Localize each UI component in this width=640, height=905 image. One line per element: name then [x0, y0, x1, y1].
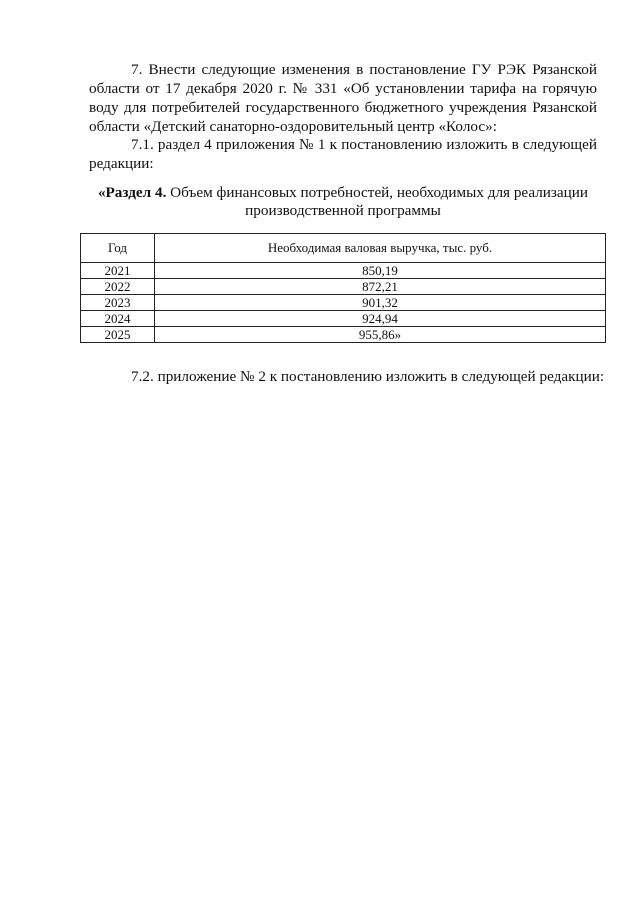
table-row	[81, 311, 606, 327]
table-row	[81, 327, 606, 343]
financial-needs-table	[80, 233, 606, 343]
cell-revenue: 955,86»	[155, 327, 606, 343]
paragraph-7-2: 7.2. приложение № 2 к постановлению изложить в следующей редакции:	[131, 368, 605, 385]
table-row	[81, 279, 606, 295]
table-row	[81, 295, 606, 311]
cell-year: 2023	[81, 295, 155, 311]
cell-revenue: 924,94	[155, 311, 606, 327]
cell-year: 2025	[81, 327, 155, 343]
header-year: Год	[81, 234, 155, 263]
cell-year: 2021	[81, 263, 155, 279]
cell-revenue: 901,32	[155, 295, 606, 311]
paragraph-7: 7. Внести следующие изменения в постановление ГУ РЭК Рязанской области от 17 декабря 2020 г. № 331 «Об установлении тарифа на горячую воду для потребителей государственного бюджетного учреждения Рязанской области «Детский санаторно-оздоровительный центр «Колос»:	[89, 61, 597, 135]
cell-year: 2022	[81, 279, 155, 295]
table-header-row	[81, 234, 606, 263]
cell-revenue: 872,21	[155, 279, 606, 295]
section-title-rest: Объем финансовых потребностей, необходимых для реализации производственной программы	[166, 184, 589, 219]
header-revenue: Необходимая валовая выручка, тыс. руб.	[155, 234, 606, 263]
cell-year: 2024	[81, 311, 155, 327]
section-4-title	[89, 184, 597, 220]
paragraph-7-1: 7.1. раздел 4 приложения № 1 к постановлению изложить в следующей редакции:	[89, 136, 597, 172]
table-row	[81, 263, 606, 279]
section-title-bold: «Раздел 4.	[97, 184, 167, 201]
cell-revenue: 850,19	[155, 263, 606, 279]
